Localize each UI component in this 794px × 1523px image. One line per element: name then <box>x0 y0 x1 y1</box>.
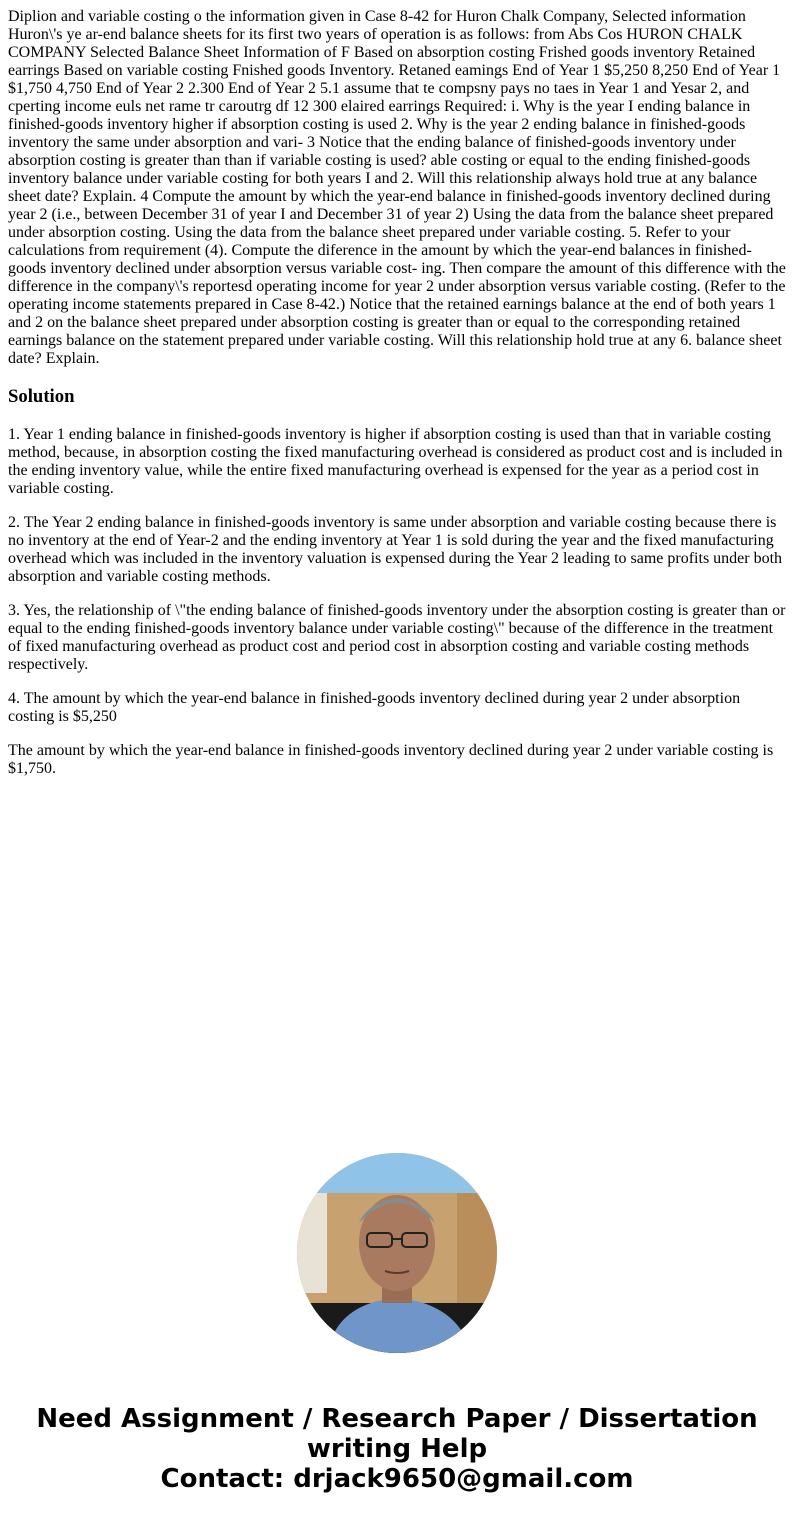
footer-contact-email: Contact: drjack9650@gmail.com <box>160 1464 634 1494</box>
solution-paragraph-5: The amount by which the year-end balance in finished-goods inventory declined during year 2 under variable costing is $1,750. <box>8 742 774 777</box>
solution-paragraph-1: 1. Year 1 ending balance in finished-goods inventory is higher if absorption costing is used than that in variable costing method, because, in absorption costing the fixed manufacturing overhead is considered as product cost and is included in the ending inventory value, while the entire fixed manufacturing overhead is expensed for the year as a period cost in variable costing. <box>8 426 783 497</box>
author-photo-icon <box>297 1153 497 1353</box>
solution-paragraph-4: 4. The amount by which the year-end balance in finished-goods inventory declined during year 2 under absorption costing is $5,250 <box>8 690 741 725</box>
footer-help-text: Need Assignment / Research Paper / Dissertation writing Help <box>36 1404 758 1464</box>
solution-heading: Solution <box>8 386 75 407</box>
solution-paragraph-2: 2. The Year 2 ending balance in finished-goods inventory is same under absorption and variable costing because there is no inventory at the end of Year-2 and the ending inventory at Year 1 is sold during the year and the fixed manufacturing overhead which was included in the inventory valuation is expensed during the Year 2 leading to same profits under both absorption and variable costing methods. <box>8 514 783 585</box>
author-avatar <box>297 1153 497 1353</box>
solution-paragraph-3: 3. Yes, the relationship of \"the ending balance of finished-goods inventory under the absorption costing is greater than or equal to the ending finished-goods inventory balance under variable costing\" because of the difference in the treatment of fixed manufacturing overhead as product cost and period cost in absorption costing and variable costing methods respectively. <box>8 602 786 673</box>
contact-footer <box>0 1404 794 1494</box>
question-text: Diplion and variable costing o the information given in Case 8-42 for Huron Chalk Company, Selected information Huron\'s ye ar-end balance sheets for its first two years of operation is as follows: from Abs Cos HURON CHALK COMPANY Selected Balance Sheet Information of F Based on absorption costing Frished goods inventory Retained earrings Based on variable costing Fnished goods Inventory. Retaned eamings End of Year 1 $5,250 8,250 End of Year 1 $1,750 4,750 End of Year 2 2.300 End of Year 2 5.1 assume that te compsny pays no taes in Year 1 and Yesar 2, and cperting income euls net rame tr caroutrg df 12 300 elaired earrings Required: i. Why is the year I ending balance in finished-goods inventory higher if absorption costing is used 2. Why is the year 2 ending balance in finished-goods inventory the same under absorption and vari- 3 Notice that the ending balance of finished-goods inventory under absorption costing is greater than than if variable costing is used? able costing or equal to the ending finished-goods inventory balance under variable costing for both years I and 2. Will this relationship always hold true at any balance sheet date? Explain. 4 Compute the amount by which the year-end balance in finished-goods inventory declined during year 2 (i.e., between December 31 of year I and December 31 of year 2) Using the data from the balance sheet prepared under absorption costing. Using the data from the balance sheet prepared under variable costing. 5. Refer to your calculations from requirement (4). Compute the diference in the amount by which the year-end balances in finished-goods inventory declined under absorption versus variable cost- ing. Then compare the amount of this difference with the difference in the company\'s reportesd operating income for year 2 under absorption versus variable costing. (Refer to the operating income statements prepared in Case 8-42.) Notice that the retained earnings balance at the end of both years 1 and 2 on the balance sheet prepared under absorption costing is greater than or equal to the corresponding retained earnings balance on the statement prepared under variable costing. Will this relationship hold true at any 6. balance sheet date? Explain. <box>8 8 786 367</box>
